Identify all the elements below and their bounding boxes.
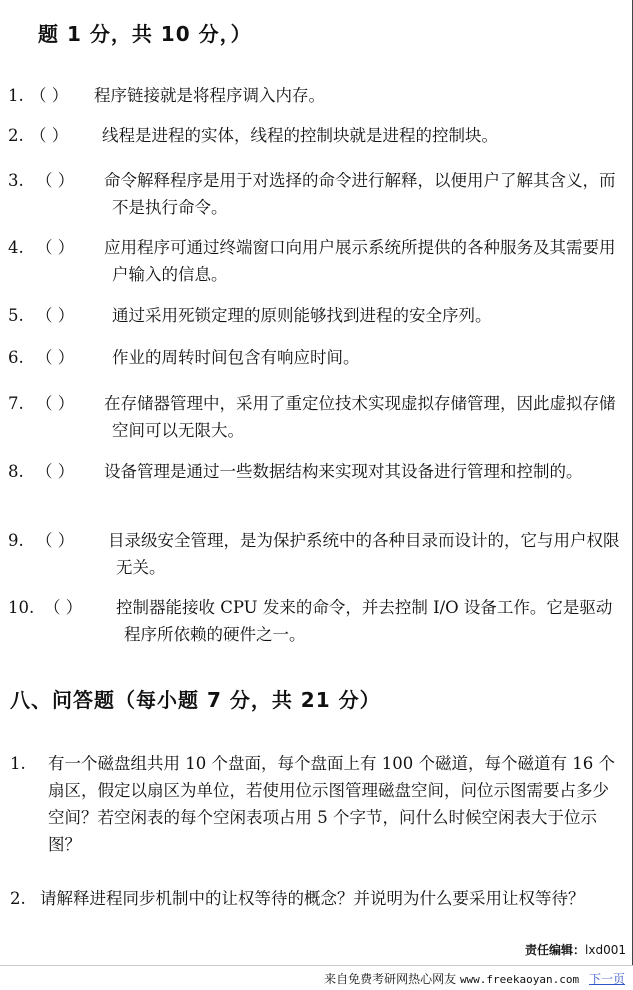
tf-item-1 bbox=[8, 82, 628, 110]
tf-item-7 bbox=[8, 390, 628, 446]
footer-site: www.freekaoyan.com bbox=[459, 973, 580, 986]
qa-section-heading: 八、问答题（每小题 7 分，共 21 分） bbox=[10, 688, 381, 712]
answer-blank[interactable]: （ ） bbox=[30, 86, 69, 105]
answer-blank[interactable]: （ ） bbox=[36, 171, 75, 190]
tf-item-number: 5. bbox=[8, 306, 24, 325]
tf-item-3 bbox=[8, 167, 628, 223]
tf-item-number: 4. bbox=[8, 238, 24, 257]
tf-item-6 bbox=[8, 344, 628, 372]
answer-blank[interactable]: （ ） bbox=[36, 394, 75, 413]
tf-item-number: 10. bbox=[8, 598, 35, 617]
answer-blank[interactable]: （ ） bbox=[44, 598, 83, 617]
footer-source: 来自免费考研网热心网友 bbox=[324, 972, 457, 986]
tf-item-8 bbox=[8, 458, 628, 514]
answer-blank[interactable]: （ ） bbox=[30, 126, 69, 145]
footer-bar bbox=[0, 965, 633, 990]
tf-item-number: 8. bbox=[8, 462, 24, 481]
answer-blank[interactable]: （ ） bbox=[36, 238, 75, 257]
answer-blank[interactable]: （ ） bbox=[36, 531, 75, 550]
tf-item-9 bbox=[8, 527, 628, 583]
tf-item-text: 程序链接就是将程序调入内存。 bbox=[94, 86, 325, 105]
next-page-link[interactable]: 下一页 bbox=[588, 972, 625, 986]
tf-item-text: 通过采用死锁定理的原则能够找到进程的安全序列。 bbox=[112, 306, 492, 325]
tf-item-number: 2. bbox=[8, 126, 24, 145]
tf-item-number: 9. bbox=[8, 531, 24, 550]
tf-item-number: 1. bbox=[8, 86, 24, 105]
qa-item-1 bbox=[10, 750, 622, 860]
editor-label: 责任编辑： bbox=[525, 943, 586, 957]
answer-blank[interactable]: （ ） bbox=[36, 306, 75, 325]
qa-item-2 bbox=[10, 885, 622, 941]
tf-item-text: 在存储器管理中，采用了重定位技术实现虚拟存储管理，因此虚拟存储空间可以无限大。 bbox=[104, 394, 616, 440]
answer-blank[interactable]: （ ） bbox=[36, 462, 75, 481]
tf-item-number: 3. bbox=[8, 171, 24, 190]
qa-item-text: 有一个磁盘组共用 10 个盘面，每个盘面上有 100 个磁道，每个磁道有 16 个扇区，假定以扇区为单位，若使用位示图管理磁盘空间，问位示图需要占多少空间？若空闲表的每个空闲表项占用 5 个字节，问什么时候空闲表大于位示图？ bbox=[48, 754, 615, 854]
tf-item-2 bbox=[8, 122, 628, 150]
tf-section-heading: 题 1 分，共 10 分，） bbox=[38, 22, 252, 46]
tf-item-5 bbox=[8, 302, 628, 330]
footer-text bbox=[324, 970, 625, 987]
tf-item-text: 线程是进程的实体，线程的控制块就是进程的控制块。 bbox=[102, 126, 498, 145]
tf-item-10 bbox=[8, 594, 628, 650]
tf-item-number: 7. bbox=[8, 394, 24, 413]
answer-blank[interactable]: （ ） bbox=[36, 348, 75, 367]
tf-item-text: 目录级安全管理，是为保护系统中的各种目录而设计的，它与用户权限无关。 bbox=[108, 531, 620, 577]
tf-item-text: 控制器能接收 CPU 发来的命令，并去控制 I/O 设备工作。它是驱动程序所依赖的硬件之一。 bbox=[116, 598, 613, 644]
qa-item-number: 1. bbox=[10, 754, 26, 773]
tf-item-text: 命令解释程序是用于对选择的命令进行解释，以便用户了解其含义，而不是执行命令。 bbox=[104, 171, 616, 217]
tf-item-text: 应用程序可通过终端窗口向用户展示系统所提供的各种服务及其需要用户输入的信息。 bbox=[104, 238, 616, 284]
editor-credit bbox=[525, 941, 626, 958]
tf-item-4 bbox=[8, 234, 628, 290]
editor-value: lxd001 bbox=[585, 943, 626, 957]
tf-item-number: 6. bbox=[8, 348, 24, 367]
tf-item-text: 设备管理是通过一些数据结构来实现对其设备进行管理和控制的。 bbox=[104, 462, 583, 481]
qa-item-text: 请解释进程同步机制中的让权等待的概念？并说明为什么要采用让权等待？ bbox=[40, 889, 585, 908]
tf-item-text: 作业的周转时间包含有响应时间。 bbox=[112, 348, 360, 367]
qa-item-number: 2. bbox=[10, 889, 26, 908]
